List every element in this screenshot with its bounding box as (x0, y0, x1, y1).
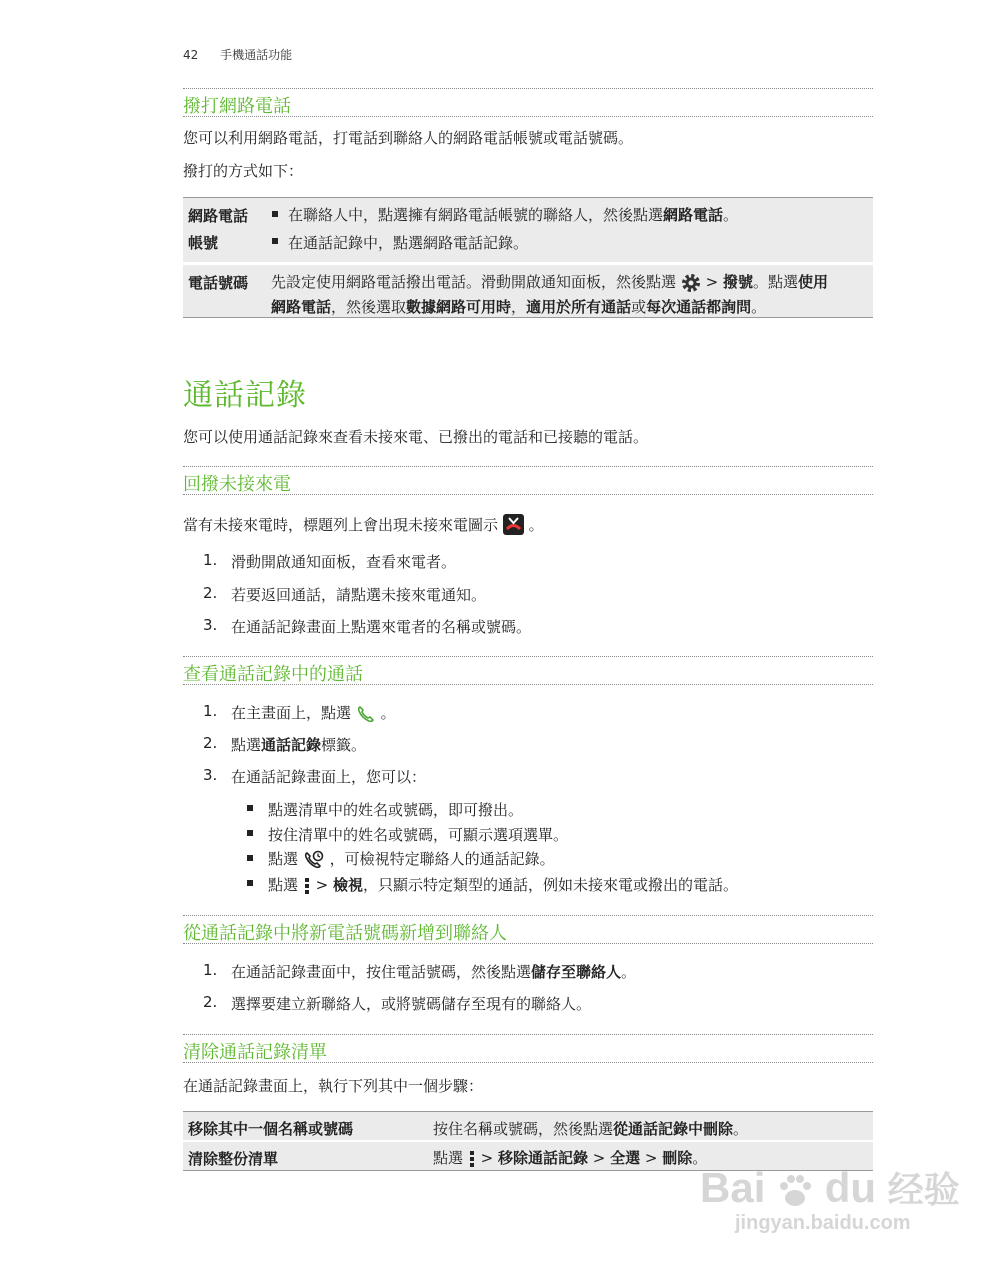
row-label-number: 電話號碼 (188, 274, 249, 292)
phone-icon (356, 704, 376, 724)
bullet (247, 855, 253, 861)
table-row-separator (183, 262, 873, 265)
bullet-text: 點選清單中的姓名或號碼，即可撥出。 (268, 801, 524, 819)
step-text: 選擇要建立新聯絡人，或將號碼儲存至現有的聯絡人。 (231, 995, 592, 1013)
bullet (247, 830, 253, 836)
watermark-logo: Bai du 经验 (700, 1164, 960, 1211)
add-contact-heading: 從通話記錄中將新電話號碼新增到聯絡人 (183, 923, 507, 944)
step-number: 2. (203, 993, 218, 1011)
table-row-separator (183, 1140, 873, 1142)
divider (183, 494, 873, 495)
check-history-heading: 查看通話記錄中的通話 (183, 664, 363, 685)
divider (183, 943, 873, 944)
step-text: 點選通話記錄標籤。 (231, 736, 367, 754)
step-text: 在通話記錄畫面中，按住電話號碼，然後點選儲存至聯絡人。 (231, 963, 637, 981)
bullet-text: 按住清單中的姓名或號碼，可顯示選項選單。 (268, 826, 569, 844)
missed-call-icon (503, 514, 524, 535)
step-number: 3. (203, 766, 218, 784)
internet-call-methods-label: 撥打的方式如下： (183, 162, 304, 180)
step-number: 3. (203, 616, 218, 634)
divider (183, 466, 873, 467)
bullet-text: 點選 > 檢視，只顯示特定類型的通話，例如未接來電或撥出的電話。 (268, 876, 738, 894)
bullet (272, 238, 278, 244)
divider (183, 684, 873, 685)
internet-call-heading: 撥打網路電話 (183, 96, 291, 117)
row1-bullet1: 在聯絡人中，點選擁有網路電話帳號的聯絡人，然後點選網路電話。 (288, 206, 739, 224)
contact-history-icon (303, 850, 325, 870)
divider (183, 915, 873, 916)
bullet-text: 點選 ，可檢視特定聯絡人的通話記錄。 (268, 850, 555, 868)
paw-icon (775, 1171, 815, 1211)
call-history-intro: 您可以使用通話記錄來查看未接來電、已撥出的電話和已接聽的電話。 (183, 428, 649, 446)
divider (183, 1034, 873, 1035)
menu-icon (303, 876, 311, 896)
step-number: 1. (203, 961, 218, 979)
row-label-account: 網路電話 帳號 (188, 207, 249, 252)
bullet (247, 805, 253, 811)
menu-icon (468, 1149, 476, 1169)
internet-call-intro: 您可以利用網路電話，打電話到聯絡人的網路電話帳號或電話號碼。 (183, 129, 634, 147)
watermark-url: jingyan.baidu.com (735, 1212, 911, 1234)
page-number: 42 (183, 48, 199, 62)
step-text: 滑動開啟通知面板，查看來電者。 (231, 553, 457, 571)
table-rule (183, 197, 873, 198)
row2-line1: 先設定使用網路電話撥出電話。滑動開啟通知面板，然後點選 > 撥號。點選使用 (271, 273, 828, 291)
row-label-clear-all: 清除整份清單 (188, 1150, 279, 1168)
divider (183, 88, 873, 89)
row-remove-one-text: 按住名稱或號碼，然後點選從通話記錄中刪除。 (433, 1120, 749, 1138)
clear-history-intro: 在通話記錄畫面上，執行下列其中一個步驟： (183, 1077, 484, 1095)
divider (183, 656, 873, 657)
call-history-heading: 通話記錄 (183, 378, 307, 413)
row-clear-all-text: 點選 > 移除通話記錄 > 全選 > 刪除。 (433, 1149, 708, 1167)
table-rule (183, 317, 873, 318)
missed-call-heading: 回撥未接來電 (183, 474, 291, 495)
row2-line2: 網路電話，然後選取數據網路可用時，適用於所有通話或每次通話都詢問。 (271, 298, 767, 316)
table-rule (183, 1111, 873, 1112)
step-number: 2. (203, 734, 218, 752)
clear-history-heading: 清除通話記錄清單 (183, 1042, 327, 1063)
bullet (272, 211, 278, 217)
step-number: 1. (203, 702, 218, 720)
bullet (247, 880, 253, 886)
step-text: 若要返回通話，請點選未接來電通知。 (231, 586, 487, 604)
chapter-title: 手機通話功能 (220, 48, 293, 62)
step-text: 在通話記錄畫面上，您可以： (231, 768, 427, 786)
divider (183, 1062, 873, 1063)
step-number: 1. (203, 551, 218, 569)
gear-icon (681, 273, 701, 293)
step-text: 在通話記錄畫面上點選來電者的名稱或號碼。 (231, 618, 532, 636)
page-header (183, 46, 310, 63)
row1-bullet2: 在通話記錄中，點選網路電話記錄。 (288, 234, 529, 252)
step-text: 在主畫面上，點選 。 (231, 704, 396, 722)
row-label-remove-one: 移除其中一個名稱或號碼 (188, 1120, 354, 1138)
missed-call-intro: 當有未接來電時，標題列上會出現未接來電圖示 。 (183, 516, 544, 534)
step-number: 2. (203, 584, 218, 602)
divider (183, 116, 873, 117)
